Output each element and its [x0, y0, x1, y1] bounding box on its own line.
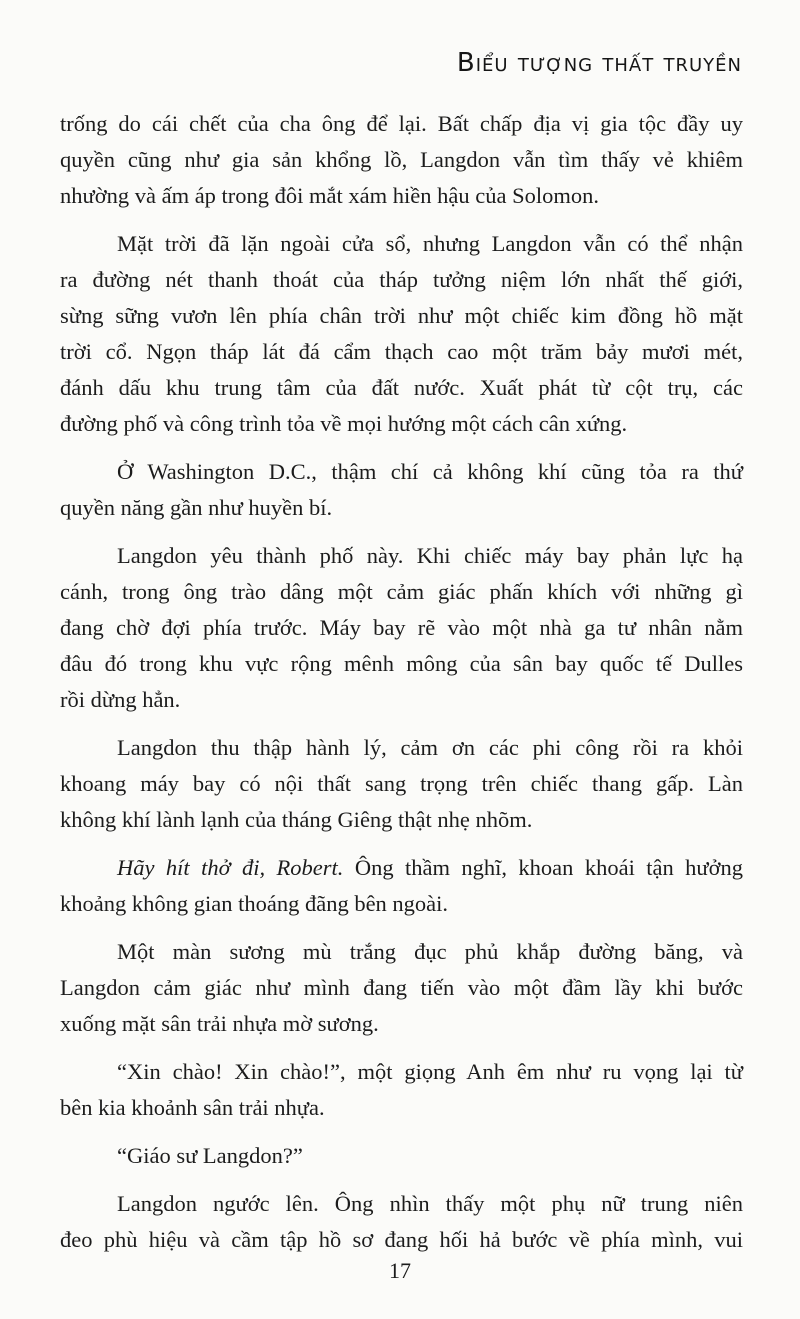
- text-line: trời cổ. Ngọn tháp lát đá cẩm thạch cao một trăm bảy mươi mét,: [60, 339, 743, 364]
- text-line: “Giáo sư Langdon?”: [117, 1143, 303, 1168]
- text-line: Langdon yêu thành phố này. Khi chiếc máy bay phản lực hạ: [117, 543, 743, 568]
- paragraph: [60, 1138, 743, 1174]
- running-header: Biểu tượng thất truyền: [456, 48, 742, 78]
- text-line: Mặt trời đã lặn ngoài cửa sổ, nhưng Langdon vẫn có thể nhận: [117, 231, 743, 256]
- text-line: đánh dấu khu trung tâm của đất nước. Xuất phát từ cột trụ, các: [60, 375, 743, 400]
- text-line: cánh, trong ông trào dâng một cảm giác phấn khích với những gì: [60, 579, 743, 604]
- paragraph: [60, 1054, 743, 1126]
- text-line: đâu đó trong khu vực rộng mênh mông của sân bay quốc tế Dulles: [60, 651, 743, 676]
- text-line: xuống mặt sân trải nhựa mờ sương.: [60, 1011, 379, 1036]
- page-number: 17: [389, 1258, 411, 1283]
- text-line: Langdon ngước lên. Ông nhìn thấy một phụ nữ trung niên: [117, 1191, 743, 1216]
- text-line: bên kia khoảnh sân trải nhựa.: [60, 1095, 325, 1120]
- text-line: ra đường nét thanh thoát của tháp tưởng niệm lớn nhất thế giới,: [60, 267, 743, 292]
- text-segment: Ông thầm nghĩ, khoan khoái tận hưởng: [343, 855, 743, 880]
- text-line: rồi dừng hẳn.: [60, 687, 181, 712]
- paragraph: [60, 106, 743, 214]
- text-line: quyền cũng như gia sản khổng lồ, Langdon vẫn tìm thấy vẻ khiêm: [60, 147, 743, 172]
- text-line: khoang máy bay có nội thất sang trọng trên chiếc thang gấp. Làn: [60, 771, 743, 796]
- paragraph: [60, 226, 743, 442]
- paragraph: [60, 850, 743, 922]
- text-line: đường phố và công trình tỏa về mọi hướng một cách cân xứng.: [60, 411, 628, 436]
- text-line: “Xin chào! Xin chào!”, một giọng Anh êm như ru vọng lại từ: [117, 1059, 743, 1084]
- text-line: Langdon cảm giác như mình đang tiến vào một đầm lầy khi bước: [60, 975, 743, 1000]
- text-line: nhường và ấm áp trong đôi mắt xám hiền hậu của Solomon.: [60, 183, 599, 208]
- page-body: [60, 106, 743, 1270]
- text-line: không khí lành lạnh của tháng Giêng thật nhẹ nhõm.: [60, 807, 533, 832]
- text-line: Langdon thu thập hành lý, cảm ơn các phi công rồi ra khỏi: [117, 735, 743, 760]
- text-line: đeo phù hiệu và cầm tập hồ sơ đang hối hả bước về phía mình, vui: [60, 1227, 743, 1252]
- text-line: Một màn sương mù trắng đục phủ khắp đường băng, và: [117, 939, 743, 964]
- text-line: Ở Washington D.C., thậm chí cả không khí cũng tỏa ra thứ: [117, 459, 743, 484]
- text-line: khoảng không gian thoáng đãng bên ngoài.: [60, 891, 449, 916]
- text-line: [60, 850, 743, 886]
- text-line: quyền năng gần như huyền bí.: [60, 495, 333, 520]
- paragraph: [60, 934, 743, 1042]
- paragraph: [60, 730, 743, 838]
- italic-thought: Hãy hít thở đi, Robert.: [117, 855, 344, 880]
- text-line: đang chờ đợi phía trước. Máy bay rẽ vào một nhà ga tư nhân nằm: [60, 615, 743, 640]
- text-line: trống do cái chết của cha ông để lại. Bất chấp địa vị gia tộc đầy uy: [60, 111, 743, 136]
- paragraph: [60, 1186, 743, 1258]
- paragraph: [60, 538, 743, 718]
- text-line: sừng sững vươn lên phía chân trời như một chiếc kim đồng hồ mặt: [60, 303, 743, 328]
- paragraph: [60, 454, 743, 526]
